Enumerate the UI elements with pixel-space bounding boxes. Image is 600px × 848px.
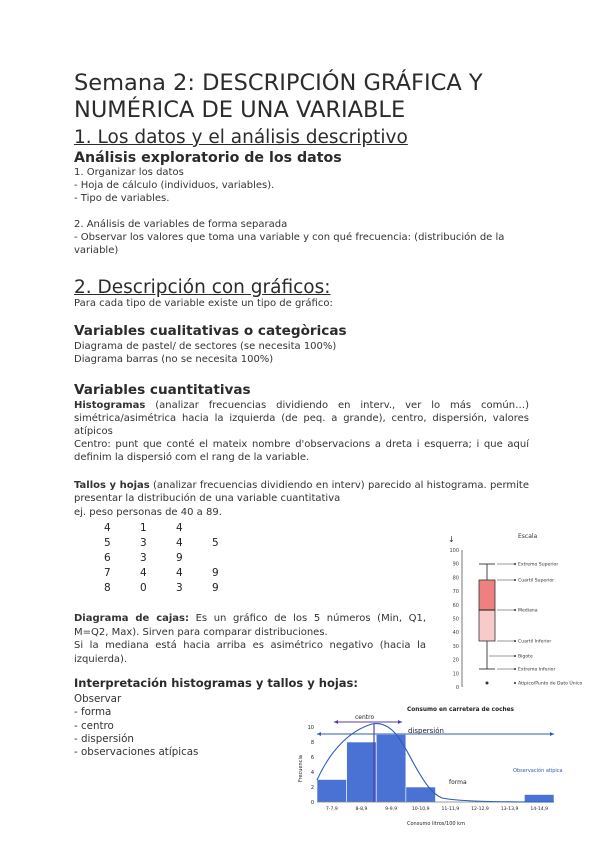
svg-text:40: 40 [452, 630, 459, 637]
hist-xtick: 14-14,9 [530, 807, 549, 812]
section2-heading: 2. Descripción con gráficos: [74, 277, 331, 298]
s1-line: 1. Organizar los datos [74, 167, 184, 178]
svg-text:80: 80 [452, 575, 459, 582]
hist-ytick: 2 [310, 785, 314, 791]
tallos-paragraph [74, 479, 529, 505]
hist-bar [524, 795, 554, 803]
cajas-paragraph [74, 612, 426, 666]
cuantitativas-heading: Variables cuantitativas [74, 382, 251, 398]
stem-row: 7 4 4 9 [104, 566, 219, 579]
stem-row: 6 3 9 [104, 551, 183, 564]
interpretacion-heading: Interpretación histogramas y tallos y hojas: [74, 676, 358, 690]
hist-ylabel: Frecuencia [298, 755, 304, 782]
s1-line: - Hoja de cálculo (individuos, variables). [74, 180, 275, 191]
interp-line: - dispersión [74, 732, 134, 745]
svg-text:Atípico/Punto de Dato Único: Atípico/Punto de Dato Único [518, 681, 583, 687]
hist-bar [376, 735, 406, 803]
svg-text:70: 70 [452, 589, 459, 596]
cajas-text: Es un gráfico de los 5 números (Min, Q1, M=Q2, Max). Sirven para comparar distribuciones. [74, 613, 426, 638]
hist-bar [347, 742, 377, 802]
hist-xtick: 13-13,9 [500, 807, 519, 812]
svg-text:Cuartil Inferior: Cuartil Inferior [518, 639, 552, 645]
cual-line: Diagrama de pastel/ de sectores (se necesita 100%) [74, 341, 337, 352]
box-upper [479, 580, 495, 610]
hist-bar [317, 780, 347, 803]
annot-forma: forma [449, 779, 467, 786]
histogramas-text: (analizar frecuencias dividiendo en interv., ver lo más común…) simétrica/asimétrica hacia la izquierda (de peq. a grande), centro, dispersión, valores atípicos [74, 400, 529, 437]
scale-label: Escala [518, 533, 538, 540]
hist-xtick: 7-7,9 [325, 807, 338, 812]
svg-text:60: 60 [452, 602, 459, 609]
centro-paragraph: Centro: punt que conté el mateix nombre d'observacions a dreta i esquerra; i que aquí definim la dispersió com el rang de la variable. [74, 439, 529, 463]
svg-text:10: 10 [452, 671, 459, 678]
svg-text:50: 50 [452, 616, 459, 623]
svg-text:Extremo Inferior: Extremo Inferior [518, 667, 556, 673]
stem-leaf-table [104, 520, 248, 595]
svg-text:Extremo Superior: Extremo Superior [518, 562, 559, 568]
stem-row: 5 3 4 5 [104, 536, 219, 549]
annot-dispersion: dispersión [408, 727, 444, 735]
stem-row: 4 1 4 [104, 521, 183, 534]
annot-centro: centro [355, 714, 375, 721]
section1-heading: 1. Los datos y el análisis descriptivo [74, 127, 408, 148]
s1-line: - Tipo de variables. [74, 193, 170, 204]
svg-text:100: 100 [449, 548, 459, 554]
section2-intro: Para cada tipo de variable existe un tipo de gráfico: [74, 298, 333, 309]
hist-ytick: 6 [310, 755, 314, 761]
interp-line: - centro [74, 719, 114, 732]
cual-line: Diagrama barras (no se necesita 100%) [74, 354, 274, 365]
example-line: ej. peso personas de 40 a 89. [74, 507, 222, 518]
tallos-label: Tallos y hojas [74, 480, 150, 491]
cajas-text2: Si la mediana está hacia arriba es asimétrico negativo (hacia la izquierda). [74, 640, 426, 665]
hist-xlabel: Consumo litros/100 km [407, 821, 465, 827]
hist-ytick: 10 [307, 725, 314, 731]
section1-subheading: Análisis exploratorio de los datos [74, 150, 342, 166]
section1-body [74, 166, 529, 257]
svg-text:Bigote: Bigote [518, 654, 533, 660]
svg-text:20: 20 [452, 657, 459, 664]
scale-arrow-icon: ↓ [448, 535, 455, 544]
svg-text:0: 0 [455, 685, 459, 691]
cajas-label: Diagrama de cajas: [74, 613, 190, 624]
s1-line: 2. Análisis de variables de forma separada [74, 219, 288, 230]
svg-text:Mediana: Mediana [518, 608, 538, 614]
interp-line: - forma [74, 706, 112, 719]
histogram-figure [292, 702, 564, 828]
box-lower [479, 610, 495, 641]
svg-text:30: 30 [452, 643, 459, 650]
hist-title: Consumo en carretera de coches [407, 707, 515, 713]
cualitativas-list [74, 340, 336, 366]
stem-row: 8 0 3 9 [104, 581, 219, 594]
s1-line: - Observar los valores que toma una variable y con qué frecuencia: (distribución de la variable) [74, 232, 505, 256]
boxplot-figure [440, 528, 590, 698]
interpretacion-list [74, 693, 198, 759]
cualitativas-heading: Variables cualitativas o categòricas [74, 323, 347, 339]
svg-text:90: 90 [452, 561, 459, 568]
histogramas-label: Histogramas [74, 400, 146, 411]
interp-line: - observaciones atípicas [74, 746, 199, 759]
page-title: Semana 2: DESCRIPCIÓN GRÁFICA Y NUMÉRICA DE UNA VARIABLE [74, 70, 483, 123]
hist-xtick: 9-9,9 [385, 807, 398, 812]
hist-ytick: 0 [310, 800, 314, 806]
hist-xtick: 11-11,9 [441, 807, 460, 812]
hist-xtick: 12-12,9 [471, 807, 489, 812]
interp-line: Observar [74, 693, 122, 705]
hist-ytick: 4 [310, 770, 314, 776]
hist-ytick: 8 [310, 740, 314, 746]
histogramas-paragraph [74, 399, 529, 438]
annot-atipica: Observación atípica [513, 768, 563, 774]
tallos-text: (analizar frecuencias dividiendo en interv) parecido al histograma. permite presentar la distribución de una variable cuantitativa [74, 480, 529, 504]
hist-xtick: 8-8,9 [355, 807, 368, 812]
svg-text:Cuartil Superior: Cuartil Superior [518, 578, 555, 584]
hist-xtick: 10-10,9 [411, 807, 430, 812]
